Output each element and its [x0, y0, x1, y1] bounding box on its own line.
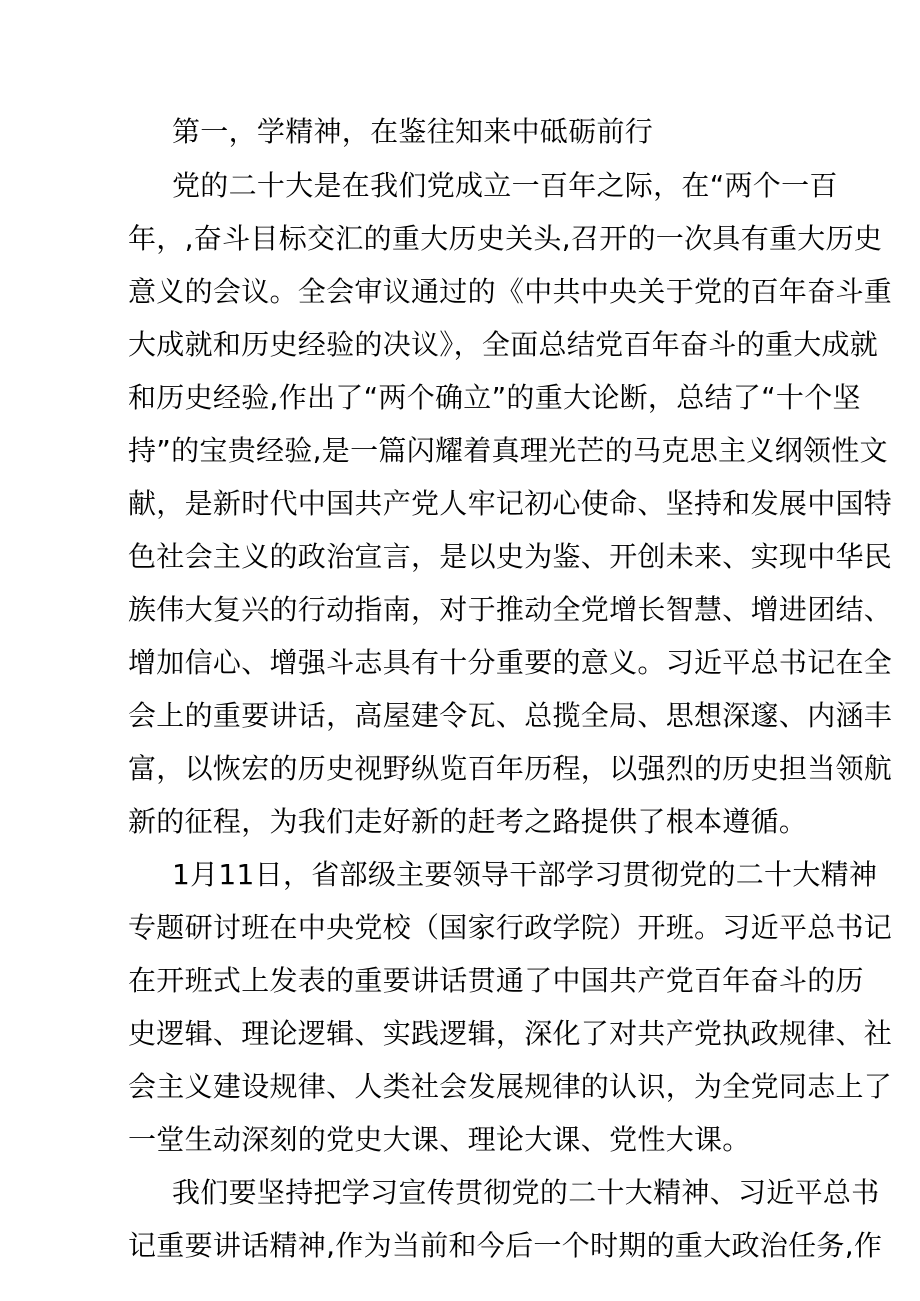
- paragraph-1-line-8: 色社会主义的政治宣言，是以史为鉴、开创未来、实现中华民: [128, 540, 893, 573]
- paragraph-1-line-10: 增加信心、增强斗志具有十分重要的意义。习近平总书记在全: [128, 646, 893, 679]
- paragraph-2-line-1: 1月11日，省部级主要领导干部学习贯彻党的二十大精神: [172, 858, 878, 891]
- paragraph-1-line-2: 年，,奋斗目标交汇的重大历史关头,召开的一次具有重大历史: [128, 222, 883, 255]
- paragraph-3-line-2: 记重要讲话精神,作为当前和今后一个时期的重大政治任务,作: [128, 1229, 883, 1262]
- section-heading: 第一，学精神，在鉴往知来中砥砺前行: [172, 115, 654, 148]
- paragraph-2-line-3: 在开班式上发表的重要讲话贯通了中国共产党百年奋斗的历: [128, 964, 864, 997]
- paragraph-1-line-13: 新的征程，为我们走好新的赶考之路提供了根本遵循。: [128, 805, 808, 838]
- paragraph-1-line-12: 富，以恢宏的历史视野纵览百年历程，以强烈的历史担当领航: [128, 752, 893, 785]
- paragraph-1-line-9: 族伟大复兴的行动指南，对于推动全党增长智慧、增进团结、: [128, 593, 893, 626]
- paragraph-2-line-6: 一堂生动深刻的党史大课、理论大课、党性大课。: [128, 1123, 751, 1156]
- paragraph-2-line-4: 史逻辑、理论逻辑、实践逻辑，深化了对共产党执政规律、社: [128, 1017, 893, 1050]
- paragraph-1-line-3: 意义的会议。全会审议通过的《中共中央关于党的百年奋斗重: [128, 275, 893, 308]
- paragraph-1-line-5: 和历史经验,作出了“两个确立”的重大论断，总结了“十个坚: [128, 381, 861, 414]
- paragraph-1-line-7: 献，是新时代中国共产党人牢记初心使命、坚持和发展中国特: [128, 487, 893, 520]
- paragraph-1-line-11: 会上的重要讲话，高屋建令瓦、总揽全局、思想深邃、内涵丰: [128, 699, 893, 732]
- paragraph-1-line-6: 持”的宝贵经验,是一篇闪耀着真理光芒的马克思主义纲领性文: [128, 434, 888, 467]
- paragraph-2-line-2: 专题研讨班在中央党校（国家行政学院）开班。习近平总书记: [128, 911, 893, 944]
- paragraph-1-line-1: 党的二十大是在我们党成立一百年之际，在“两个一百: [172, 169, 838, 202]
- paragraph-2-line-5: 会主义建设规律、人类社会发展规律的认识，为全党同志上了: [128, 1070, 893, 1103]
- paragraph-3-line-1: 我们要坚持把学习宣传贯彻党的二十大精神、习近平总书: [172, 1176, 880, 1209]
- paragraph-1-line-4: 大成就和历史经验的决议》，全面总结党百年奋斗的重大成就: [128, 328, 879, 361]
